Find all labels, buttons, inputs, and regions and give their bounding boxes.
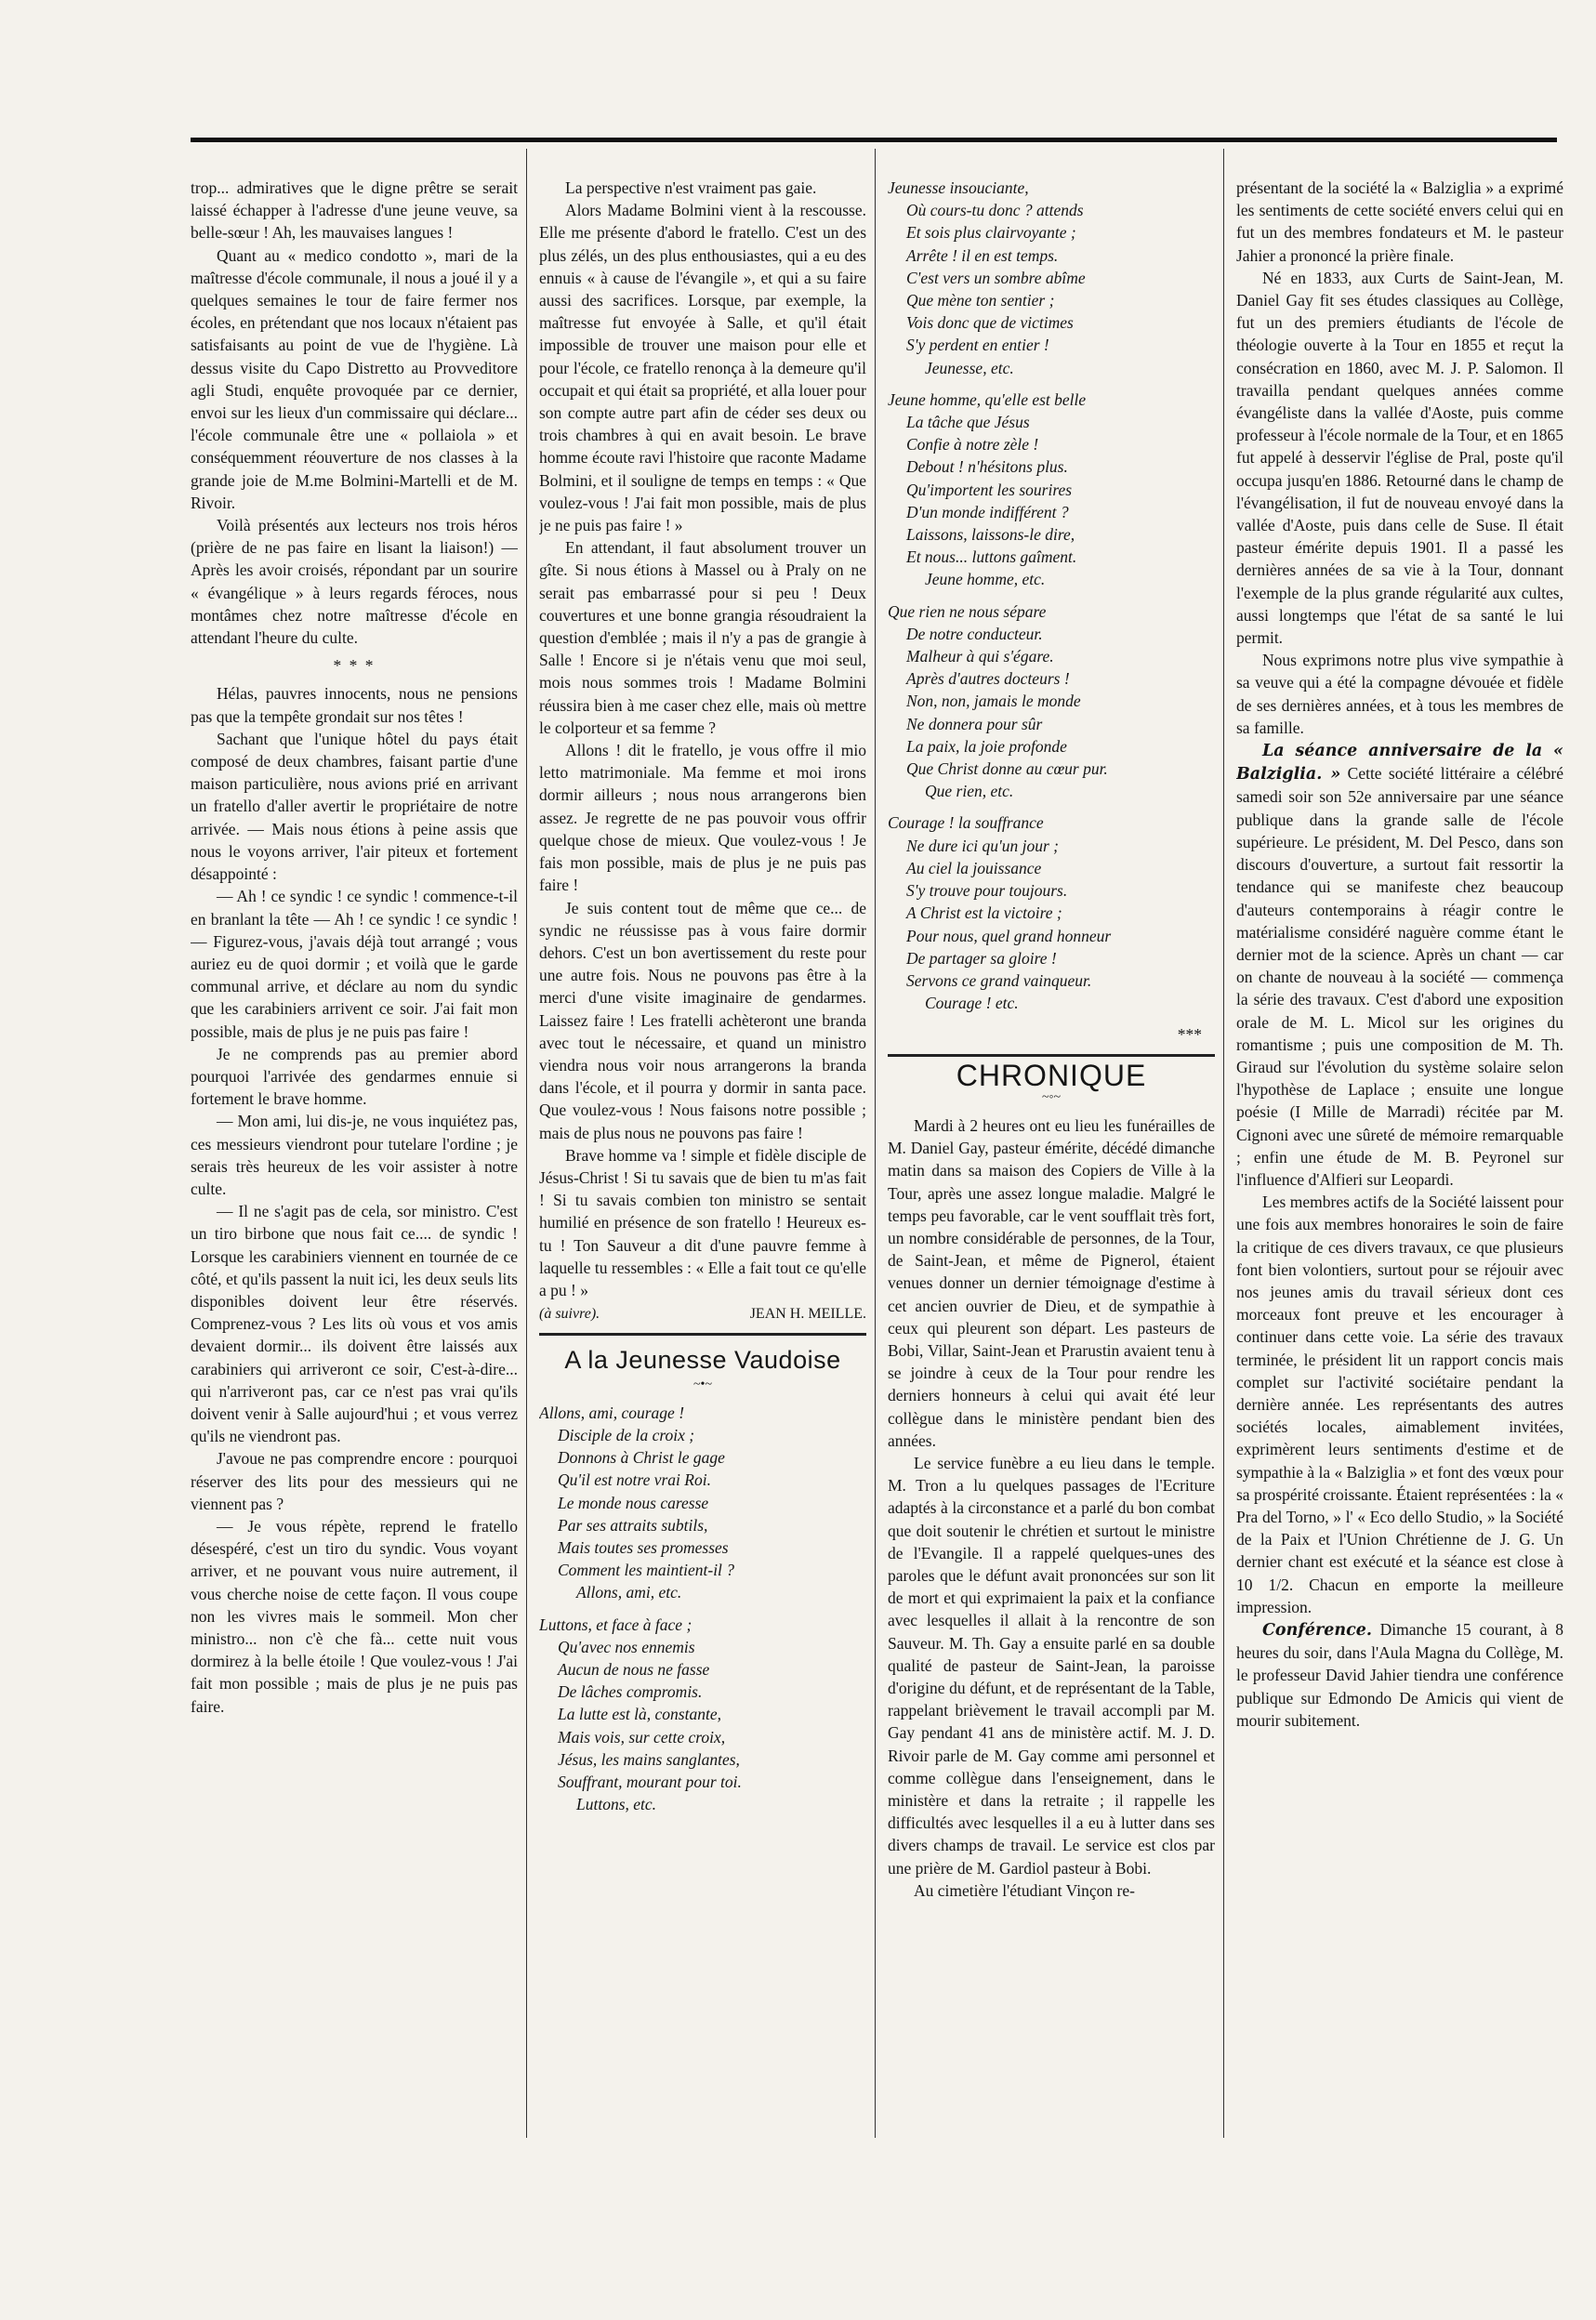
paragraph: Les membres actifs de la Société laissent pour une fois aux membres honoraires le soin de faire la critique de ces divers travaux, ce que plusieurs font bien volontiers, surtout pour se réjouir avec nos jeunes amis du travail sérieux dont ces morceaux font preuve et les encourager à continuer dans cette voie. La série des travaux terminée, le président lit un rapport concis mais complet sur l'activité sociétaire pendant la dernière année. Les représentants des autres sociétés locales, aimablement invitées, exprimèrent leurs sentiments d'estime et de sympathie à la « Balziglia » et font des vœux pour sa prospérité croissante. Étaient représentées : la « Pra del Torno, » l' « Eco dello Studio, » la Société de la Paix et l'Union Chrétienne de J. G. Un dernier chant est exécuté et la séance est close à 10 1/2. Chacun en emporte la meilleure impression. [1236, 1193, 1563, 1616]
poem-line: Jésus, les mains sanglantes, [558, 1749, 740, 1769]
paragraph-conference [1236, 1618, 1563, 1732]
paragraph: Au cimetière l'étudiant Vinçon re- [914, 1880, 1135, 1900]
paragraph: Nous exprimons notre plus vive sympathie à sa veuve qui a été la compagne dévouée et fidèle de ses dernières années, et à tous les membres de sa famille. [1236, 651, 1563, 737]
poem-line: Luttons, etc. [576, 1795, 657, 1814]
poem-line: Et sois plus clairvoyante ; [906, 223, 1076, 243]
poem-line: Qu'importent les sourires [906, 480, 1073, 499]
paragraph: trop... admiratives que le digne prêtre se serait laissé échapper à l'adresse d'une jeune veuve, sa belle-sœur ! Ah, les mauvaises langues ! [191, 178, 518, 243]
poem-line: Jeune homme, qu'elle est belle [888, 389, 1087, 409]
poem-line: Que rien, etc. [925, 782, 1014, 801]
poem-line: Au ciel la jouissance [906, 858, 1042, 877]
poem-line: A Christ est la victoire ; [906, 903, 1062, 923]
poem-line: Mais vois, sur cette croix, [558, 1727, 726, 1747]
poem-line: S'y trouve pour toujours. [906, 881, 1068, 901]
poem-title: A la Jeunesse Vaudoise [564, 1346, 841, 1375]
poem-line: La tâche que Jésus [906, 413, 1030, 432]
poem-line: S'y perdent en entier ! [906, 336, 1049, 355]
column-2 [539, 177, 866, 2129]
poem-line: Donnons à Christ le gage [558, 1448, 725, 1468]
poem-line: Malheur à qui s'égare. [906, 647, 1054, 666]
paragraph-text: Dimanche 15 courant, à 8 heures du soir, dans l'Aula Magna du Collège, M. le professeur David Jahier tiendra une conférence publique sur Edmondo De Amicis qui vient de mourir subitement. [1236, 1620, 1563, 1730]
separator-rule [539, 1333, 866, 1336]
column-divider [1223, 149, 1224, 2138]
poem-line: Jeunesse insouciante, [888, 178, 1029, 197]
poem-line: Où cours-tu donc ? attends [906, 201, 1084, 220]
poem-line: Jeunesse, etc. [925, 358, 1014, 377]
to-be-continued-note: (à suivre). [539, 1306, 600, 1323]
column-divider [875, 149, 876, 2138]
column-4 [1236, 177, 1563, 2129]
paragraph: Hélas, pauvres innocents, nous ne pensions pas que la tempête grondait sur nos têtes ! [191, 684, 518, 726]
poem-line: Ne donnera pour sûr [906, 714, 1043, 733]
section-heading: La séance anniversaire de la « Balziglia. » [1236, 742, 1563, 784]
separator-rule [888, 1054, 1215, 1057]
poem-line: Jeune homme, etc. [925, 570, 1046, 589]
paragraph: présentant de la société la « Balziglia » a exprimé les sentiments de cette société envers celui qui en fut un des membres fondateurs et M. le pasteur Jahier a prononcé la prière finale. [1236, 178, 1563, 265]
ornament: ~◦~ [1041, 1089, 1062, 1104]
paragraph: Alors Madame Bolmini vient à la rescousse. Elle me présente d'abord le fratello. C'est un des plus zélés, un des plus enthousiastes, qui a eu des ennuis « à cause de l'évangile », et qui a su faire aussi des sacrifices. Lorsque, par exemple, la maîtresse fut envoyée à Salle, et qu'il était impossible de trouver une maison pour elle et pour l'école, ce fratello renonça à la demeure qu'il occupait et qui était sa propriété, et alla louer pour son compte autre part afin de céder ses deux ou trois chambres à qui en avait besoin. Le brave homme écoute ravi l'histoire que raconte Madame Bolmini, et il souligne de temps en temps : « Que voulez-vous ! J'ai fait mon possible, mais de plus je ne puis pas faire ! » [539, 201, 866, 535]
poem-line: Après d'autres docteurs ! [906, 669, 1070, 689]
poem-line: Disciple de la croix ; [558, 1425, 695, 1444]
poem-line: Allons, ami, courage ! [539, 1403, 685, 1422]
author-name: JEAN H. MEILLE. [749, 1306, 866, 1323]
poem-line: Luttons, et face à face ; [539, 1615, 692, 1634]
paragraph-seance [1236, 739, 1563, 1191]
poem-line: Non, non, jamais le monde [906, 692, 1081, 711]
poem-line: Pour nous, quel grand honneur [906, 926, 1112, 945]
paragraph: La perspective n'est vraiment pas gaie. [565, 178, 817, 197]
poem-line: Comment les maintient-il ? [558, 1561, 735, 1580]
paragraph: Mardi à 2 heures ont eu lieu les funérailles de M. Daniel Gay, pasteur émérite, décédé dimanche matin dans sa maison des Copiers de Ville à la Tour, après une assez longue maladie. Malgré le temps peu favorable, car le vent soufflait très fort, un nombre considérable de personnes, de la Tour, de Saint-Jean, et même de Pignerol, étaient venues donner un dernier témoignage d'estime à cet ancien ouvrier de Dieu, et de sympathie à ceux qui pleurent son départ. Les pasteurs de Bobi, Villar, Saint-Jean et Prarustin avaient tenu à se joindre à ceux de la Tour pour rendre les derniers honneurs à celui qui avait été leur collègue dans le ministère pendant bien des années. [888, 1115, 1215, 1450]
poem-line: C'est vers un sombre abîme [906, 268, 1086, 287]
poem-line: Qu'il est notre vrai Roi. [558, 1470, 711, 1490]
poem-line: Que Christ donne au cœur pur. [906, 759, 1108, 779]
section-heading: Conférence. [1262, 1621, 1372, 1640]
poem-line: La lutte est là, constante, [558, 1705, 721, 1724]
paragraph: Quant au « medico condotto », mari de la maîtresse d'école communale, il nous a joué il y a quelques semaines le tour de faire fermer nos écoles, en prétendant que nos locaux n'étaient pas satisfaisants au point de vue de l'hygiène. Là dessus visite du Capo Distretto au Provveditore agli Studi, enquête provoquée par ce dernier, envoi sur les lieux d'un commissaire qui déclare... l'école communale être une « pollaiola » et conséquemment réouverture de nos classes à la grande joie de M.me Bolmini-Martelli et de M. Rivoir. [191, 245, 518, 512]
paragraph: — Mon ami, lui dis-je, ne vous inquiétez pas, ces messieurs viendront pour tutelare l'ordine ; je serais très heureux de les voir assister à notre culte. [191, 1112, 518, 1198]
paragraph-text: Cette société littéraire a célébré samedi soir son 52e anniversaire par une séance publique dans la grande salle de l'école supérieure. Le président, M. Del Pesco, dans son discours d'ouverture, a surtout fait ressortir la tendance qui se manifeste chez beaucoup d'auteurs contemporains à réagir contre le matérialisme considéré naguère comme étant le dernier mot de la science. Après un chant — car on chante de nouveau à la société — commença la série des travaux. C'est d'abord une exposition orale de M. L. Micol sur les origines du romantisme ; puis une composition de M. Th. Giraud sur l'évolution du système solaire selon l'hypothèse de Laplace ; ensuite une longue poésie (I Mille de Marradi) récitée par M. Cignoni avec une sûreté de mémoire remarquable ; enfin une étude de M. B. Peyronel sur l'influence d'Alfieri sur Leopardi. [1236, 764, 1563, 1189]
paragraph: En attendant, il faut absolument trouver un gîte. Si nous étions à Massel ou à Praly on ne serait pas embarrassé pour si peu ! Deux couvertures et une bonne grangia résoudraient la question d'emblée ; mais il n'y a pas de grangie à Salle ! Encore si je n'étais venu que moi seul, mois nous sommes trois ! Madame Bolmini réussira bien à me caser chez elle, mais où mettre le colporteur et sa femme ? [539, 538, 866, 737]
paragraph: — Je vous répète, reprend le fratello désespéré, c'est un tiro du syndic. Vous voyant arriver, et ne pouvant vous nuire autrement, il vous cherche noise de cette façon. Il vous coupe non les vivres mais le sommeil. Mon cher ministro... non c'è che fà... cette nuit vous dormirez à la belle étoile ! Que voulez-vous ! J'ai fait mon possible ; mais de plus je ne puis pas faire. [191, 1516, 518, 1716]
poem-line: Servons ce grand vainqueur. [906, 970, 1092, 990]
column-divider [526, 149, 527, 2138]
poem-line: Laissons, laissons-le dire, [906, 525, 1075, 545]
poem-line: D'un monde indifférent ? [906, 502, 1069, 521]
poem-stanza [888, 600, 1215, 803]
article-signature [539, 1303, 866, 1325]
poem-line: Arrête ! il en est temps. [906, 245, 1059, 265]
paragraph: Je suis content tout de même que ce... de syndic ne réussisse pas à vous faire dormir dehors. C'est un bon avertissement du reste pour une autre fois. Nous ne pouvons pas être à la merci d'une visite imaginaire de gendarmes. Laissez faire ! Les fratelli achèteront une branda avec tout le nécessaire, et quand un ministro viendra nous voir nous arrangerons la branda dans l'école, et il pourra y dormir in santa pace. Que voulez-vous ! Nous faisons notre possible ; mais de plus nous ne pouvons pas faire ! [539, 898, 866, 1142]
poem-line: Courage ! etc. [925, 994, 1019, 1013]
poem-line: Confie à notre zèle ! [906, 435, 1039, 455]
poem-line: Et nous... luttons gaîment. [906, 547, 1077, 567]
poem-line: Que rien ne nous sépare [888, 601, 1047, 621]
paragraph: Allons ! dit le fratello, je vous offre il mio letto matrimoniale. Ma femme et moi irons dormir ailleurs ; nous nous arrangerons bien assez. Je regrette de ne pas pouvoir vous offrir quelque chose de mieux. Que voulez-vous ! Je fais mon possible, mais de plus je ne puis pas faire ! [539, 741, 866, 895]
poem-line: Qu'avec nos ennemis [558, 1637, 695, 1656]
poem-stanza [888, 389, 1215, 591]
chronique-title: CHRONIQUE [956, 1058, 1147, 1092]
column-3 [888, 177, 1215, 2129]
poem-stanza [888, 811, 1215, 1014]
poem-line: Par ses attraits subtils, [558, 1515, 708, 1535]
poem-line: De notre conducteur. [906, 624, 1043, 643]
poem-line: De lâches compromis. [558, 1682, 703, 1702]
column-1 [191, 177, 518, 2129]
paragraph: — Ah ! ce syndic ! ce syndic ! commence-t-il en branlant la tête — Ah ! ce syndic ! ce syndic ! — Figurez-vous, j'avais déjà tout arrangé ; vous auriez eu de quoi dormir ; et voilà que le garde communal arrive, et déclare au nom du syndic que les carabiniers arrivent ce soir. J'ai fait mon possible, mais de plus je ne puis pas faire ! [191, 887, 518, 1041]
poem-stanza [888, 177, 1215, 379]
paragraph: J'avoue ne pas comprendre encore : pourquoi réserver des lits pour des messieurs qui ne viennent pas ? [191, 1449, 518, 1513]
paragraph: Voilà présentés aux lecteurs nos trois héros (prière de ne pas faire en lisant la liaison!) — Après les avoir croisés, répondant par un sourire « évangélique » à leurs regards féroces, nous montâmes chez notre maîtresse d'école en attendant l'heure du culte. [191, 516, 518, 648]
poem-line: Mais toutes ses promesses [558, 1537, 729, 1557]
poem-stanza [539, 1402, 866, 1604]
paragraph: — Il ne s'agit pas de cela, sor ministro. C'est un tiro birbone que nous fait ce.... de syndic ! Lorsque les carabiniers viennent en tournée de ce côté, et qu'ils passent la nuit ici, les deux seuls lits disponibles doivent leur être réservés. Comprenez-vous ? Les lits où vous et vos amis devaient dormir... ils doivent être laissés aux carabiniers qui arriveront ce soir, C'est-à-dire... qui n'arriveront pas, car ce n'est pas vrai qu'ils doivent venir à Salle aujourd'hui ; et vous verrez qu'ils ne viendront pas. [191, 1202, 518, 1446]
section-break-stars: * * * [333, 656, 376, 676]
poem-line: Ne dure ici qu'un jour ; [906, 836, 1059, 855]
paragraph: Je ne comprends pas au premier abord pourquoi l'arrivée des gendarmes ennuie si fortement le brave homme. [191, 1044, 518, 1109]
poem-line: Allons, ami, etc. [576, 1583, 682, 1602]
paragraph: Sachant que l'unique hôtel du pays était composé de deux chambres, faisant partie d'une maison particulière, nous avions prié en arrivant un fratello d'aller avertir le propriétaire de notre arrivée. — Mais nous étions à peine assis que nous le voyons arriver, l'air piteux et fortement désappointé : [191, 729, 518, 884]
poem-line: De partager sa gloire ! [906, 948, 1057, 968]
poem-end-mark: *** [1177, 1025, 1202, 1045]
poem-line: La paix, la joie profonde [906, 736, 1067, 756]
poem-line: Que mène ton sentier ; [906, 291, 1055, 310]
paragraph: Brave homme va ! simple et fidèle disciple de Jésus-Christ ! Si tu savais que de bien tu m'as fait ! Si tu savais combien ton ministro se sentait humilié en présence de son fratello ! Heureux es-tu ! Ton Sauveur a dit d'une pauvre femme à laquelle tu ressembles : « Elle a fait tout ce qu'elle a pu ! » [539, 1145, 866, 1299]
poem-stanza [539, 1614, 866, 1816]
poem-line: Courage ! la souffrance [888, 813, 1044, 833]
poem-line: Le monde nous caresse [558, 1493, 709, 1512]
poem-line: Debout ! n'hésitons plus. [906, 457, 1068, 477]
top-rule [191, 138, 1557, 142]
poem-line: Vois donc que de victimes [906, 313, 1074, 333]
ornament: ~•~ [692, 1377, 713, 1391]
poem-line: Souffrant, mourant pour toi. [558, 1773, 742, 1792]
paragraph: Né en 1833, aux Curts de Saint-Jean, M. Daniel Gay fit ses études classiques au Collège, fut un des premiers étudiants de l'école de théologie ouverte à la Tour en 1855 et reçut la consécration en 1860, avec M. J. P. Salomon. Il travailla pendant quelques années comme évangéliste dans la vallée d'Aoste, puis comme professeur à l'école normale de la Tour, et en 1865 fut appelé à desservir l'église de Pral, poste qu'il occupa jusqu'en 1886. Retourné dans le champ de l'évangélisation, il fut de nouveau envoyé dans la vallée d'Aoste, puis dans celle de Suse. Il était pasteur émérite depuis 1901. Il a passé les dernières années de sa vie à la Tour, donnant l'exemple de la plus grande régularité aux cultes, aussi longtemps que l'état de sa santé le lui permit. [1236, 268, 1563, 648]
poem-line: Aucun de nous ne fasse [558, 1660, 710, 1679]
paragraph: Le service funèbre a eu lieu dans le temple. M. Tron a lu quelques passages de l'Ecriture adaptés à la circonstance et a parlé du bon combat que doit soutenir le chrétien et surtout le ministre de l'Evangile. Il a rappelé quelques-unes des paroles que le défunt avait prononcées sur son lit de mort et qui exprimaient la paix et la confiance avec lesquelles il allait à la rencontre de son Sauveur. M. Th. Gay a ensuite parlé en sa double qualité de pasteur de Saint-Jean, la paroisse d'origine du défunt, et de représentant de la Table, rappelant brièvement le travail accompli par M. Gay pendant 41 ans de ministère actif. M. J. D. Rivoir parle de M. Gay comme ami personnel et comme collègue dans l'enseignement, dans le ministère et dans la retraite ; il rappelle les difficultés avec lesquelles il a eu à lutter dans ses divers champs de travail. Le service est clos par une prière de M. Gardiol pasteur à Bobi. [888, 1453, 1215, 1878]
